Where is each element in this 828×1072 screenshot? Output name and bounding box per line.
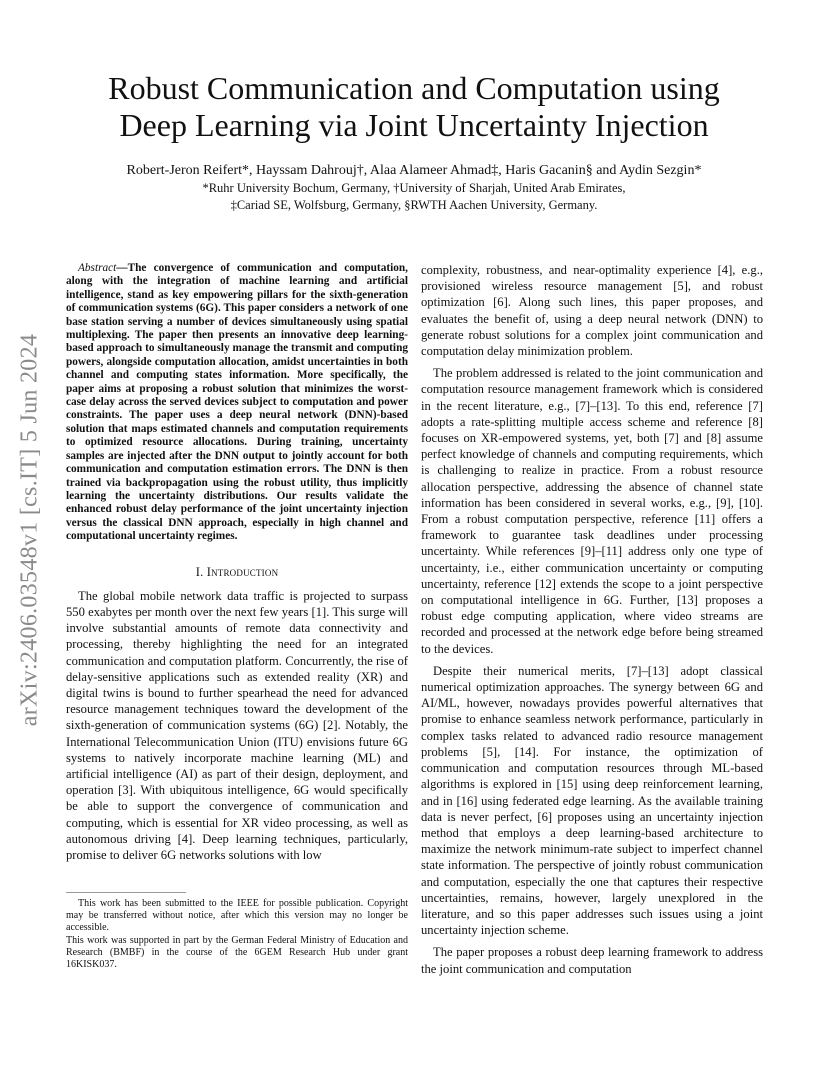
footnote-2: This work was supported in part by the German Federal Ministry of Education and Research (BMBF) in the course of the 6GEM Research Hub under grant 16KISK037. bbox=[66, 935, 408, 970]
section-heading: I. Introduction bbox=[195, 564, 279, 579]
footnote-1: This work has been submitted to the IEEE for possible publication. Copyright may be transferred without notice, after which this version may no longer be accessible. bbox=[66, 898, 408, 933]
intro-paragraph-1: The global mobile network data traffic is projected to surpass 550 exabytes per month over the next few years [1]. This surge will involve substantial amounts of remote data connectivity and processing, thereby highlighting the need for an integrated communication and computation platform. Concurrently, the rise of delay-sensitive applications such as extended reality (XR) and digital twins is bound to further spearhead the need for advanced resource management techniques toward the development of the sixth-generation of communication systems (6G) [2]. Notably, the International Telecommunication Union (ITU) envisions future 6G systems to natively incorporate machine learning (ML) and artificial intelligence (AI) as part of their design, deployment, and operation [3]. With ubiquitous intelligence, 6G would specifically be able to support the convergence of communication and computing, which is essential for XR video processing, as well as autonomous driving [4]. Deep learning techniques, particularly, promise to deliver 6G networks solutions with low bbox=[66, 588, 408, 862]
intro-paragraph-3: The problem addressed is related to the joint communication and computation resource management framework which is considered in the recent literature, e.g., [7]–[13]. To this end, reference [7] adopts a rate-splitting multiple access scheme and reference [8] focuses on XR-empowered systems, yet, both [7] and [8] assume perfect knowledge of channels and computing requirements, which is challenging to realize in practice. From a robust resource allocation perspective, addressing the absence of channel state information has been considered in several works, e.g., [9], [10]. From a robust computation perspective, reference [11] offers a framework to guarantee task deadlines under processing uncertainty. While references [9]–[11] address only one type of uncertainty, i.e., either communication uncertainty or computing uncertainty, reference [12] extends the scope to a joint perspective on computational intelligence in 6G. Further, [13] proposes a robust edge computing application, where video streams are recorded and processed at the network edge before being streamed to the devices. bbox=[421, 366, 763, 656]
affiliation-line-2: ‡Cariad SE, Wolfsburg, Germany, §RWTH Aachen University, Germany. bbox=[230, 198, 598, 212]
intro-paragraph-5: The paper proposes a robust deep learning framework to address the joint communication and computation bbox=[421, 945, 763, 976]
paper-title bbox=[60, 70, 768, 144]
left-column bbox=[66, 262, 408, 869]
affiliations bbox=[60, 180, 768, 214]
footnote-rule bbox=[66, 892, 186, 893]
abstract bbox=[66, 262, 408, 544]
arxiv-stamp bbox=[14, 300, 46, 760]
author-list: Robert-Jeron Reifert*, Hayssam Dahrouj†, Alaa Alameer Ahmad‡, Haris Gacanin§ and Aydin Sezgin* bbox=[126, 163, 702, 178]
intro-paragraph-2: complexity, robustness, and near-optimality experience [4], e.g., provisioned wireless resource management [5], and robust optimization [6]. Along such lines, this paper proposes, and evaluates the benefit of, using a deep neural network (DNN) to generate robust solutions for a complex joint communication and computation delay minimization problem. bbox=[421, 263, 763, 359]
affiliation-line-1: *Ruhr University Bochum, Germany, †University of Sharjah, United Arab Emirates, bbox=[202, 181, 626, 195]
abstract-text: —The convergence of communication and computation, along with the integration of machine learning and artificial intelligence, stand as key empowering pillars for the sixth-generation of communication systems (6G). This paper considers a network of one base station serving a number of devices simultaneously using spatial multiplexing. The paper then presents an innovative deep learning-based approach to simultaneously manage the transmit and computing powers, alongside computation allocation, amidst uncertainties in both channel and computing states information. More specifically, the paper aims at proposing a robust solution that minimizes the worst-case delay across the served devices subject to computation and power constraints. The paper uses a deep neural network (DNN)-based solution that maps estimated channels and computation requirements to optimized resource allocations. During training, uncertainty samples are injected after the DNN output to jointly account for both communication and computation estimation errors. The DNN is then trained via backpropagation using the robust utility, thus implicitly learning the uncertainty distributions. Our results validate the enhanced robust delay performance of the joint uncertainty injection versus the classical DNN approach, especially in high channel and computational uncertainty regimes. bbox=[66, 262, 408, 543]
title-line-1: Robust Communication and Computation using bbox=[108, 70, 720, 106]
intro-paragraph-4: Despite their numerical merits, [7]–[13] adopt classical numerical optimization approaches. The synergy between 6G and AI/ML, however, nowadays provides powerful alternatives that promise to enhance seamless network performance, particularly in complex tasks related to advanced radio resource management problems [5], [14]. For instance, the optimization of communication and computation resources through ML-based algorithms is explored in [15] using deep reinforcement learning, and in [16] using federated edge learning. As the available training data is never perfect, [6] proposes using an uncertainty injection method that employs a deep learning-based architecture to maximize the network minimum-rate subject to imperfect channel state information. The perspective of jointly robust communication and computation, especially the one that captures their respective uncertainties, remains, however, largely unexplored in the literature, and so this paper addresses such issues using a joint uncertainty injection scheme. bbox=[421, 663, 763, 938]
right-column bbox=[421, 262, 763, 983]
abstract-lead: Abstract bbox=[78, 262, 117, 274]
footnotes bbox=[66, 898, 408, 973]
arxiv-stamp-text: arXiv:2406.03548v1 [cs.IT] 5 Jun 2024 bbox=[16, 333, 43, 727]
title-line-2: Deep Learning via Joint Uncertainty Injection bbox=[119, 107, 709, 143]
